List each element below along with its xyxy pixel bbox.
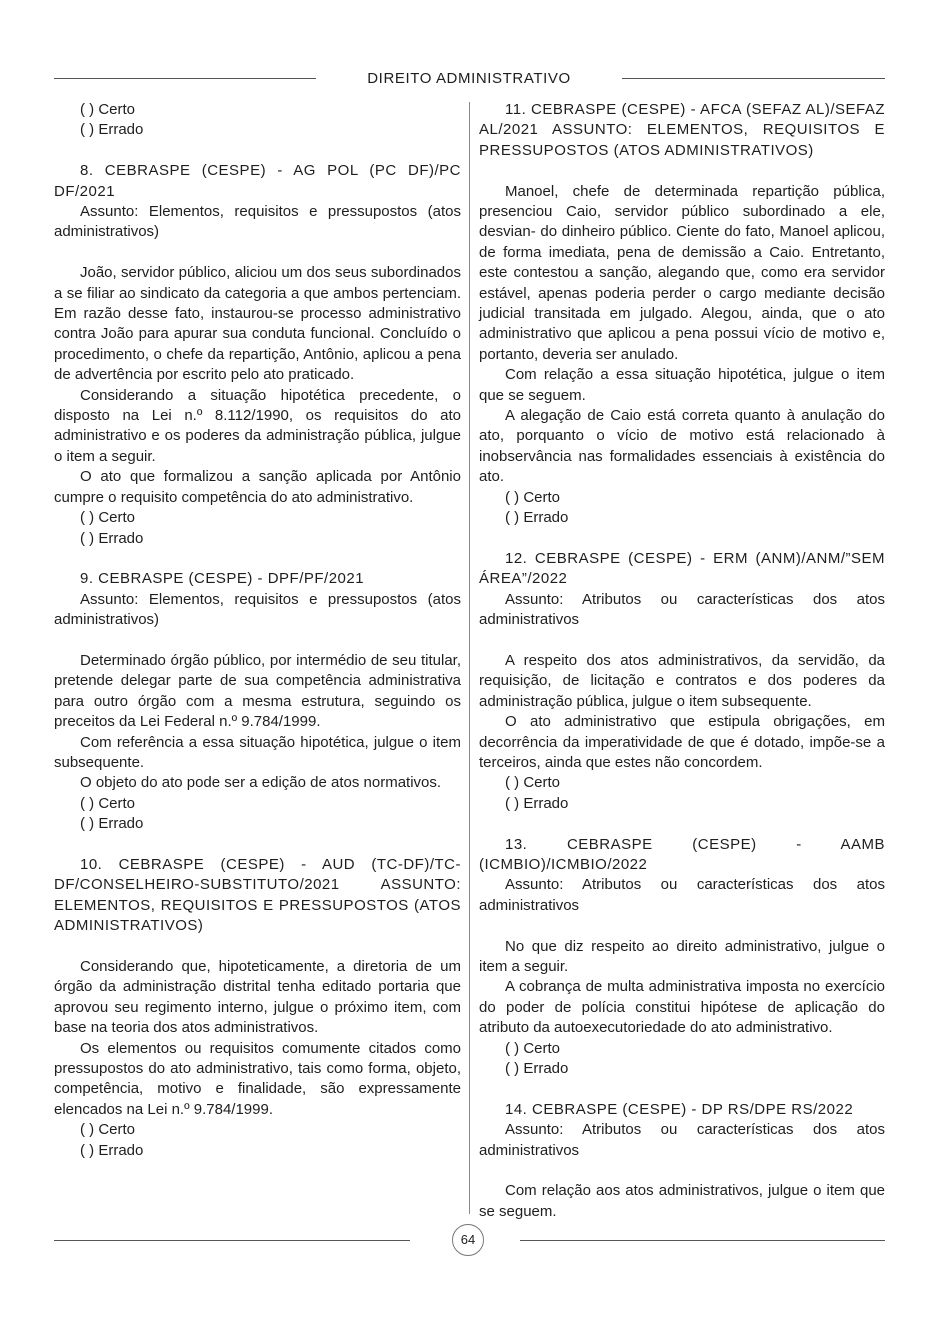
answer-option-certo[interactable]: ( ) Certo — [505, 488, 561, 506]
spacer — [54, 141, 461, 161]
header-rule-left — [54, 78, 316, 79]
running-header-title: DIREITO ADMINISTRATIVO — [367, 70, 571, 87]
answer-option-errado[interactable]: ( ) Errado — [505, 509, 569, 527]
answer-option-certo[interactable]: ( ) Certo — [505, 774, 561, 792]
question-13-subject: Assunto: Atributos ou características dos atos administrativos — [479, 876, 885, 914]
spacer — [54, 937, 461, 957]
question-14-title: 14. CEBRASPE (CESPE) - DP RS/DPE RS/2022 — [505, 1100, 854, 1118]
answer-option-errado[interactable]: ( ) Errado — [80, 815, 144, 833]
question-12-subject: Assunto: Atributos ou características dos atos administrativos — [479, 590, 885, 629]
spacer — [479, 631, 885, 651]
answer-option-errado[interactable]: ( ) Errado — [80, 1141, 144, 1159]
answer-option-errado[interactable]: ( ) Errado — [80, 529, 144, 547]
spacer — [54, 549, 461, 569]
spacer — [479, 161, 885, 181]
question-8-subject: Assunto: Elementos, requisitos e pressupostos (atos administrativos) — [54, 203, 461, 241]
spacer — [479, 916, 885, 936]
column-divider — [469, 102, 470, 1214]
left-column — [54, 100, 461, 1161]
spacer — [479, 814, 885, 834]
question-11-text: Com relação a essa situação hipotética, julgue o item que se seguem. — [479, 366, 885, 404]
spacer — [54, 835, 461, 855]
spacer — [54, 631, 461, 651]
question-11-text: Manoel, chefe de determinada repartição pública, presenciou Caio, servidor público subordinado a ele, desvian- do dinheiro público. Ciente do fato, Manoel aplicou, de forma imediata, pena de demissão a Caio. Entretanto, este contestou a sanção, alegando que, como era servidor estável, apenas poderia perder o cargo mediante decisão judicial transitada em julgado. Alegou, ainda, que o ato administrativo que aplicou a pena possui vício de motivo e, portanto, deveria ser anulado. — [479, 182, 885, 363]
question-8-title: 8. CEBRASPE (CESPE) - AG POL (PC DF)/PC DF/2021 — [54, 162, 461, 200]
answer-option-certo[interactable]: ( ) Certo — [80, 101, 136, 118]
answer-option-certo[interactable]: ( ) Certo — [80, 794, 136, 812]
answer-option-errado[interactable]: ( ) Errado — [505, 794, 569, 812]
question-10-statement: Os elementos ou requisitos comumente citados como pressupostos do ato administrativo, tais como forma, objeto, competência, motivo e finalidade, são expressamente elencados na Lei n.º 9.784/1999. — [54, 1039, 461, 1118]
answer-option-certo[interactable]: ( ) Certo — [80, 1121, 136, 1139]
question-9-text: Com referência a essa situação hipotética, julgue o item subsequente. — [54, 733, 461, 771]
answer-option-certo[interactable]: ( ) Certo — [505, 1039, 561, 1057]
spacer — [479, 1161, 885, 1181]
question-10-text: Considerando que, hipoteticamente, a diretoria de um órgão da administração distrital tenha editado portaria que aprovou seu regimento interno, julgue o próximo item, com base na teoria dos atos administrativos. — [54, 957, 461, 1037]
answer-option-errado[interactable]: ( ) Errado — [505, 1060, 569, 1078]
question-13-statement: A cobrança de multa administrativa imposta no exercício do poder de polícia constitui hipótese de aplicação do atributo da autoexecutoriedade do ato administrativo. — [479, 978, 885, 1037]
question-14-subject: Assunto: Atributos ou características dos atos administrativos — [479, 1121, 885, 1159]
question-14-text: Com relação aos atos administrativos, julgue o item que se seguem. — [479, 1182, 885, 1220]
question-12-text: A respeito dos atos administrativos, da servidão, da requisição, de licitação e contratos e dos poderes da administração pública, julgue o item subsequente. — [479, 651, 885, 710]
question-9-text: Determinado órgão público, por intermédio de seu titular, pretende delegar parte de sua competência administrativa para outro órgão com a mesma estrutura, seguindo os preceitos da Lei Federal n.º 9.784/1999. — [54, 651, 461, 731]
question-12-statement: O ato administrativo que estipula obrigações, em decorrência da imperatividade de que é dotado, impõe-se a terceiros, ainda que estes não concordem. — [479, 713, 885, 771]
question-13-title: 13. CEBRASPE (CESPE) - AAMB (ICMBIO)/ICMBIO/2022 — [479, 835, 885, 873]
page-number: 64 — [452, 1224, 484, 1256]
question-8-statement: O ato que formalizou a sanção aplicada por Antônio cumpre o requisito competência do ato administrativo. — [54, 468, 461, 506]
spacer — [54, 243, 461, 263]
question-8-text: Considerando a situação hipotética precedente, o disposto na Lei n.º 8.112/1990, os requisitos do ato administrativo e os poderes da administração pública, julgue o item a seguir. — [54, 386, 461, 465]
question-9-statement: O objeto do ato pode ser a edição de atos normativos. — [80, 774, 442, 792]
question-9-title: 9. CEBRASPE (CESPE) - DPF/PF/2021 — [80, 570, 365, 588]
footer-rule-left — [54, 1240, 410, 1241]
spacer — [479, 1079, 885, 1099]
question-9-subject: Assunto: Elementos, requisitos e pressupostos (atos administrativos) — [54, 590, 461, 629]
question-10-title: 10. CEBRASPE (CESPE) - AUD (TC-DF)/TC-DF/CONSELHEIRO-SUBSTITUTO/2021 ASSUNTO: ELEMENTOS, REQUISITOS E PRESSUPOSTOS (ATOS ADMINISTRATIVOS) — [54, 855, 461, 935]
question-11-statement: A alegação de Caio está correta quanto à anulação do ato, porquanto o vício de motivo está relacionado à inobservância nas formalidades essenciais à existência do ato. — [479, 407, 885, 486]
spacer — [479, 529, 885, 549]
question-11-title: 11. CEBRASPE (CESPE) - AFCA (SEFAZ AL)/SEFAZ AL/2021 ASSUNTO: ELEMENTOS, REQUISITOS E PRESSUPOSTOS (ATOS ADMINISTRATIVOS) — [479, 101, 885, 159]
question-13-text: No que diz respeito ao direito administrativo, julgue o item a seguir. — [479, 937, 885, 975]
question-8-text: João, servidor público, aliciou um dos seus subordinados a se filiar ao sindicato da categoria a que ambos pertenciam. Em razão desse fato, instaurou-se processo administrativo contra João para apurar sua conduta funcional. Concluído o procedimento, o chefe da repartição, Antônio, aplicou a pena de advertência por escrito pelo ato praticado. — [54, 264, 461, 384]
question-12-title: 12. CEBRASPE (CESPE) - ERM (ANM)/ANM/”SEM ÁREA”/2022 — [479, 549, 885, 588]
answer-option-errado[interactable]: ( ) Errado — [80, 121, 144, 139]
footer-rule-right — [520, 1240, 885, 1241]
header-rule-right — [622, 78, 885, 79]
right-column — [479, 100, 885, 1222]
answer-option-certo[interactable]: ( ) Certo — [80, 509, 136, 527]
